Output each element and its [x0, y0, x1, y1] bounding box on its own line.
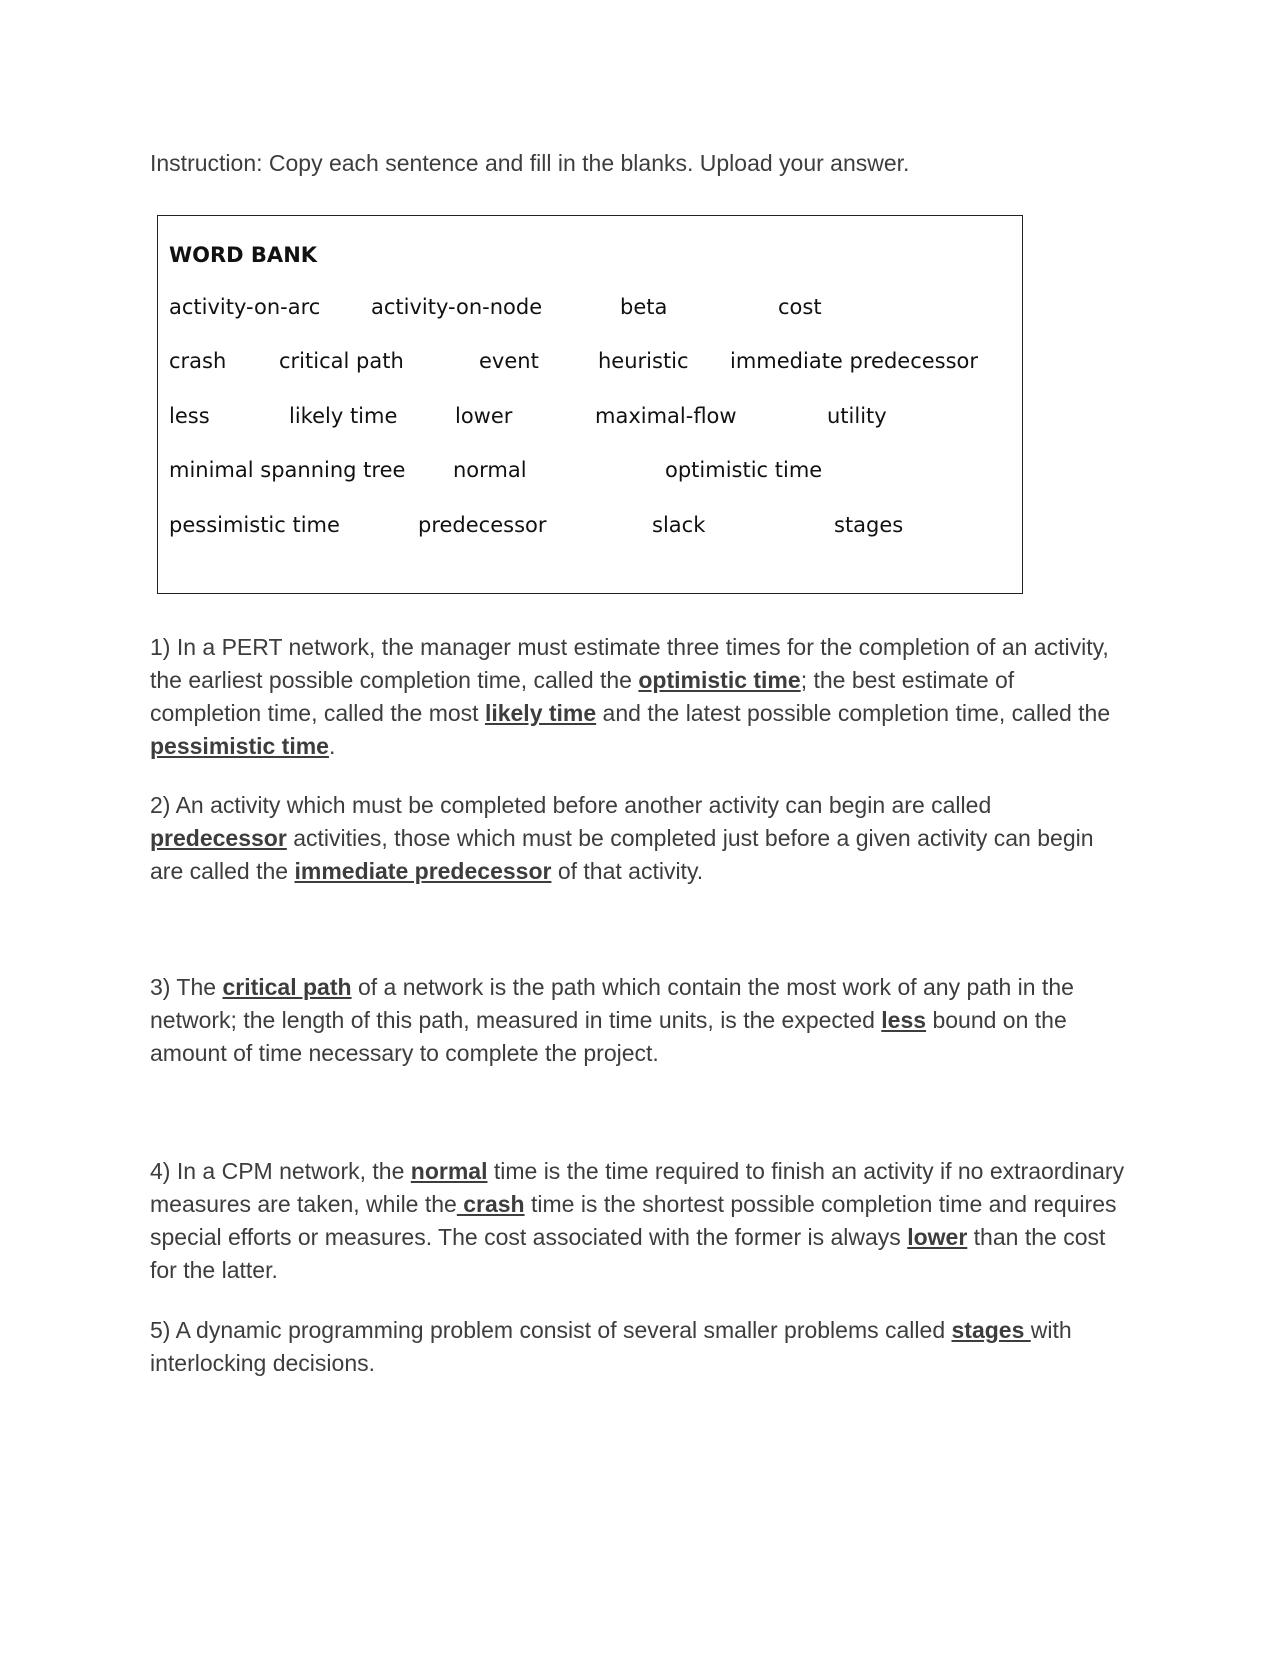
word-bank-item: activity-on-node — [371, 295, 543, 319]
word-bank-item: cost — [778, 295, 822, 319]
answer-blank: optimistic time — [638, 667, 801, 693]
word-bank-item: crash — [169, 349, 227, 373]
question-text: time is the shortest possible completion time and requires special efforts or measures. The cost associated with the former is always — [150, 1191, 1117, 1250]
answer-blank: crash — [456, 1191, 525, 1217]
question-text: and the latest possible completion time, called the — [596, 700, 1111, 726]
answer-blank: likely time — [484, 700, 597, 726]
word-bank-item: likely time — [289, 404, 398, 428]
answer-blank: less — [881, 1007, 927, 1033]
word-bank-item: lower — [455, 404, 513, 428]
answer-blank: lower — [907, 1224, 968, 1250]
word-bank-box — [157, 215, 1023, 594]
word-bank-item: slack — [652, 513, 706, 537]
answer-blank: normal — [410, 1158, 488, 1184]
word-bank-item: immediate predecessor — [730, 349, 979, 373]
word-bank-item: heuristic — [598, 349, 689, 373]
question-text: activities, those which must be completed just before a given activity can begin are called the — [150, 825, 1094, 884]
question-text: 3) The — [150, 974, 223, 1000]
question-text: of that activity. — [551, 858, 704, 884]
word-bank-item: critical path — [279, 349, 404, 373]
question-text: of a network is the path which contain the most work of any path in the network; the length of this path, measured in time units, is the expected — [150, 974, 1074, 1033]
word-bank-item: minimal spanning tree — [169, 458, 406, 482]
word-bank-item: maximal-flow — [595, 404, 737, 428]
question-text: 5) A dynamic programming problem consist of several smaller problems called — [150, 1317, 952, 1343]
question-text: 1) In a PERT network, the manager must estimate three times for the completion of an activity, the earliest possible completion time, called the — [150, 634, 1109, 693]
word-bank-item: event — [479, 349, 539, 373]
instruction-text: Instruction: Copy each sentence and fill in the blanks. Upload your answer. — [150, 150, 910, 176]
question-text: with interlocking decisions. — [150, 1317, 1072, 1376]
question-5 — [150, 1314, 1130, 1380]
question-3 — [150, 971, 1130, 1070]
question-4 — [150, 1155, 1130, 1287]
word-bank-item: optimistic time — [665, 458, 823, 482]
question-2 — [150, 789, 1130, 888]
question-text: 2) An activity which must be completed before another activity can begin are called — [150, 792, 992, 818]
question-text: than the cost for the latter. — [150, 1224, 1106, 1283]
answer-blank: pessimistic time — [150, 733, 329, 759]
word-bank-item: beta — [620, 295, 668, 319]
answer-blank: immediate predecessor — [294, 858, 552, 884]
answer-blank: stages — [951, 1317, 1031, 1343]
question-1 — [150, 631, 1130, 763]
word-bank-item: utility — [827, 404, 887, 428]
word-bank-item: predecessor — [418, 513, 547, 537]
question-text: ; the best estimate of completion time, called the most — [150, 667, 1015, 726]
word-bank-item: activity-on-arc — [169, 295, 321, 319]
answer-blank: critical path — [222, 974, 352, 1000]
question-text: 4) In a CPM network, the — [150, 1158, 411, 1184]
question-text: bound on the amount of time necessary to complete the project. — [150, 1007, 1067, 1066]
word-bank-item: less — [169, 404, 210, 428]
question-text: time is the time required to finish an activity if no extraordinary measures are taken, while the — [150, 1158, 1125, 1217]
word-bank-item: normal — [453, 458, 527, 482]
word-bank-item: stages — [834, 513, 904, 537]
word-bank-title: WORD BANK — [169, 243, 318, 267]
answer-blank: predecessor — [150, 825, 287, 851]
word-bank-item: pessimistic time — [169, 513, 340, 537]
question-text: . — [328, 733, 336, 759]
